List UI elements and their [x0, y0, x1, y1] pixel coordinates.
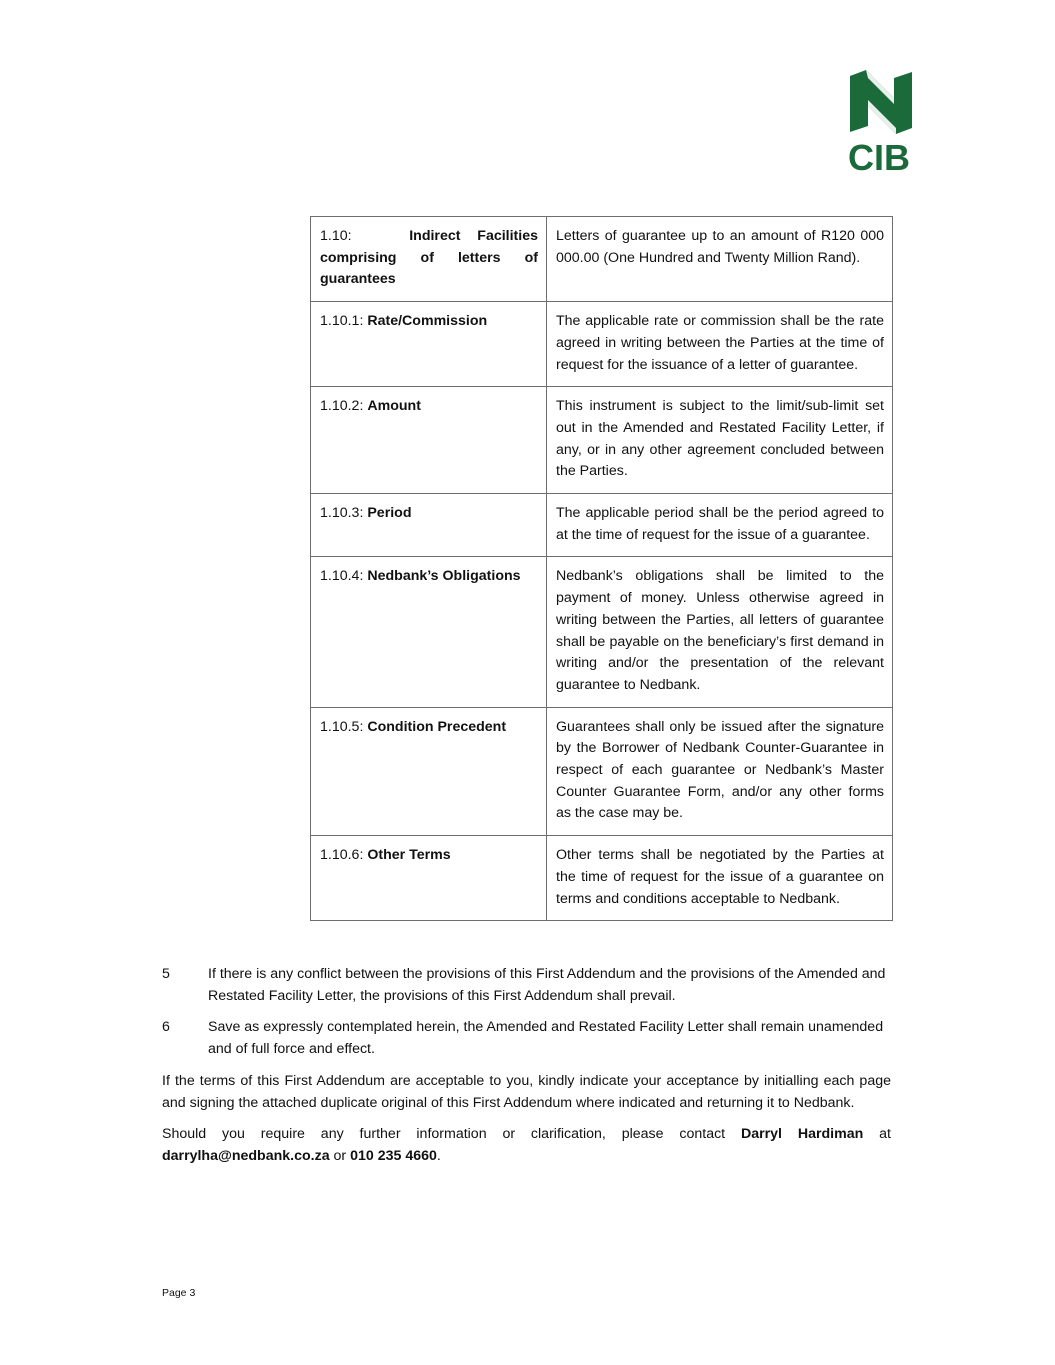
- contact-or: or: [329, 1147, 351, 1164]
- nedbank-n-mark-icon: [846, 68, 916, 136]
- row-label: Other Terms: [367, 847, 451, 864]
- contact-intro: Should you require any further information or clarification, please contact: [162, 1126, 741, 1142]
- row-text-cell: Letters of guarantee up to an amount of R120 000 000.00 (One Hundred and Twenty Million Rand).: [547, 217, 893, 302]
- row-label-cell: [311, 557, 547, 707]
- table-row: [311, 217, 893, 302]
- contact-name: Darryl Hardiman: [740, 1126, 864, 1142]
- contact-end: .: [436, 1147, 441, 1164]
- row-number: 1.10.6:: [320, 847, 368, 864]
- row-label: Amount: [367, 398, 421, 415]
- table-row: [311, 836, 893, 921]
- clause-6: [162, 1017, 891, 1061]
- row-text-cell: The applicable rate or commission shall be the rate agreed in writing between the Parties at the time of request for the issuance of a letter of guarantee.: [547, 302, 893, 387]
- clause-number: 5: [162, 966, 170, 982]
- clause-number: 6: [162, 1019, 170, 1035]
- row-label: Period: [367, 505, 412, 522]
- nedbank-cib-logo: [846, 68, 918, 180]
- clause-text: Save as expressly contemplated herein, the Amended and Restated Facility Letter shall remain unamended and of full force and effect.: [208, 1019, 884, 1057]
- row-text-cell: Guarantees shall only be issued after the signature by the Borrower of Nedbank Counter-Guarantee in respect of each guarantee or Nedbank’s Master Counter Guarantee Form, and/or any other forms as the case may be.: [547, 707, 893, 836]
- table-row: [311, 707, 893, 836]
- row-label: Indirect Facilities comprising of letters of guarantees: [320, 228, 538, 288]
- row-label-cell: [311, 387, 547, 494]
- row-text-cell: Other terms shall be negotiated by the Parties at the time of request for the issue of a guarantee on terms and conditions acceptable to Nedbank.: [547, 836, 893, 921]
- row-number: 1.10.5:: [320, 718, 368, 735]
- row-number: 1.10.2:: [320, 398, 368, 415]
- indirect-facilities-table: [310, 216, 893, 921]
- table-row: [311, 557, 893, 707]
- row-label-cell: [311, 707, 547, 836]
- row-number: 1.10.3:: [320, 505, 368, 522]
- row-label: Nedbank’s Obligations: [367, 568, 521, 585]
- contact-phone: 010 235 4660: [350, 1147, 437, 1164]
- contact-at: at: [863, 1126, 891, 1142]
- row-label: Condition Precedent: [367, 718, 507, 735]
- row-text-cell: This instrument is subject to the limit/sub-limit set out in the Amended and Restated Facility Letter, if any, or in any other agreement concluded between the Parties.: [547, 387, 893, 494]
- row-number: 1.10.1:: [320, 313, 368, 330]
- contact-email[interactable]: darrylha@nedbank.co.za: [162, 1147, 330, 1164]
- acceptance-paragraph: If the terms of this First Addendum are acceptable to you, kindly indicate your acceptance by initialling each page and signing the attached duplicate original of this First Addendum where indicated and returning it to Nedbank.: [162, 1073, 891, 1111]
- row-number: 1.10.4:: [320, 568, 368, 585]
- row-label-cell: [311, 302, 547, 387]
- row-text-cell: The applicable period shall be the period agreed to at the time of request for the issue of a guarantee.: [547, 494, 893, 557]
- row-number: 1.10:: [320, 228, 352, 244]
- cib-logo-text: CIB: [848, 137, 910, 178]
- row-label: Rate/Commission: [367, 313, 488, 330]
- contact-paragraph: [162, 1124, 891, 1167]
- table-row: [311, 387, 893, 494]
- row-label-cell: [311, 494, 547, 557]
- row-text-cell: Nedbank’s obligations shall be limited to the payment of money. Unless otherwise agreed in writing between the Parties, all letters of guarantee shall be payable on the beneficiary’s first demand in writing and/or the presentation of the relevant guarantee to Nedbank.: [547, 557, 893, 707]
- clause-5: [162, 964, 891, 1008]
- page-number: Page 3: [162, 1287, 196, 1299]
- clause-text: If there is any conflict between the provisions of this First Addendum and the provisions of the Amended and Restated Facility Letter, the provisions of this First Addendum shall prevail.: [208, 966, 886, 1004]
- table-row: [311, 302, 893, 387]
- row-label-cell: [311, 217, 547, 302]
- row-label-cell: [311, 836, 547, 921]
- table-row: [311, 494, 893, 557]
